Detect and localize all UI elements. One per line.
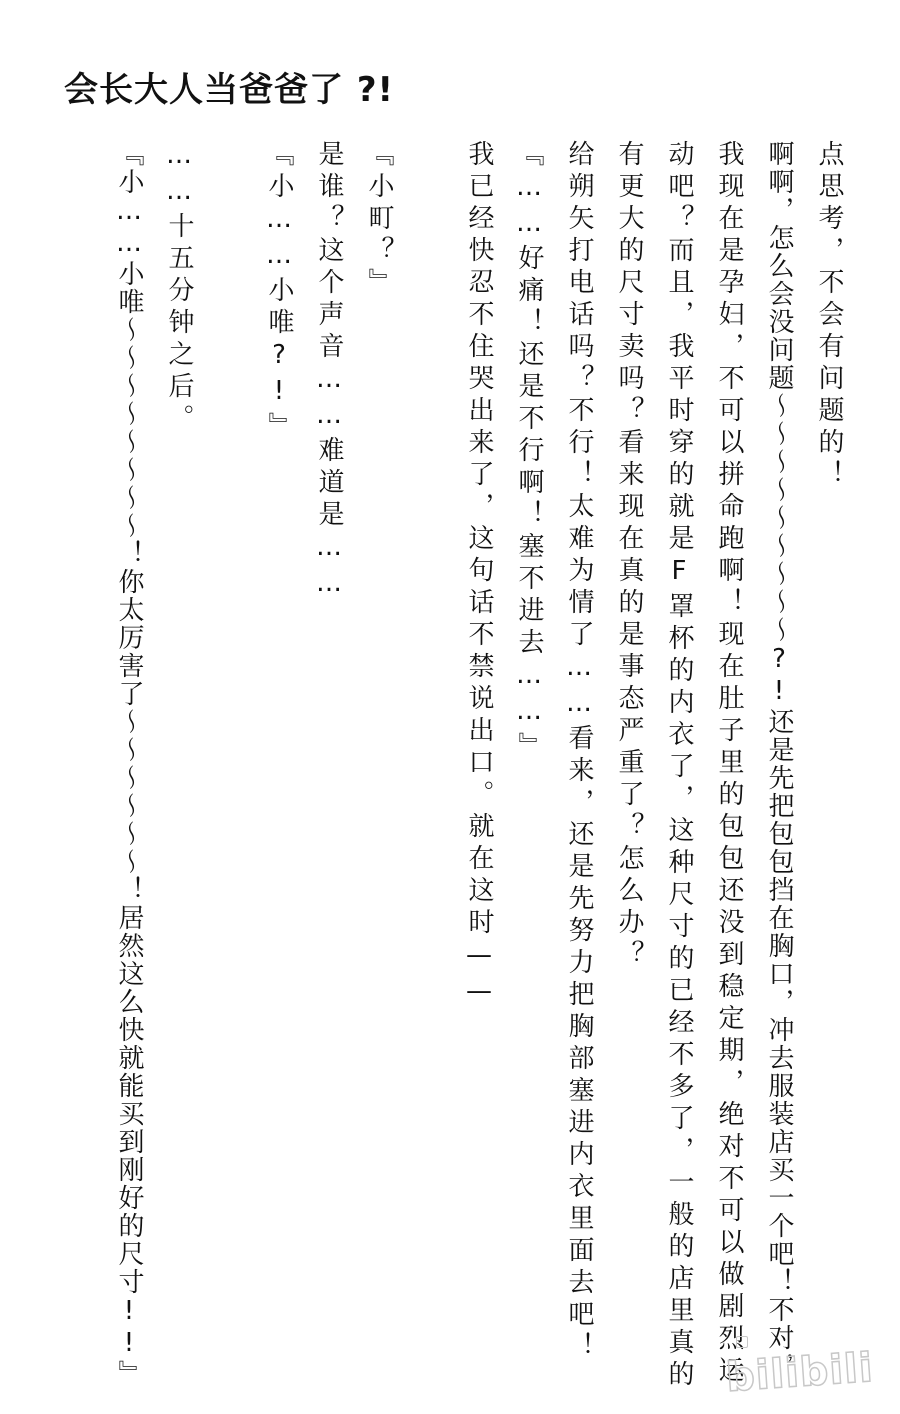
text-column-11: 『小……小唯?!』 [264,140,294,444]
text-column-7: 『……好痛！还是不行啊！塞不进去……』 [514,140,544,764]
text-column-10: 是谁？这个声音……难道是…… [314,140,344,604]
text-column-8: 我已经快忍不住哭出来了，这句话不禁说出口。就在这时—— [464,140,494,1012]
text-column-2: 啊啊，怎么会没问题～～～～～～～～～?!还是先把包包挡在胸口，冲去服装店买一个吧！不对， [764,140,794,1380]
text-column-5: 有更大的尺寸卖吗？看来现在真的是事态严重了？怎么办？ [614,140,644,972]
text-column-6: 给朔矢打电话吗？不行！太难为情了……看来，还是先努力把胸部塞进内衣里面去吧！ [564,140,594,1364]
text-column-4: 动吧？而且，我平时穿的就是F罩杯的内衣了，这种尺寸的已经不多了，一般的店里真的 [664,140,694,1392]
text-column-3: 我现在是孕妇，不可以拼命跑啊！现在肚子里的包包还没到稳定期，绝对不可以做剧烈运 [714,140,744,1388]
text-column-9: 『小町？』 [364,140,394,300]
watermark-icon [736,1336,748,1348]
text-column-12: ……十五分钟之后。 [164,140,194,436]
text-column-1: 点思考，不会有问题的！ [814,140,844,492]
watermark-logo: bilibili [725,1344,876,1402]
page-title: 会长大人当爸爸了 ?! [64,70,395,110]
text-column-13: 『小……小唯～～～～～～～～！你太厉害了～～～～～～！居然这么快就能买到刚好的尺寸!!』 [114,140,144,1388]
